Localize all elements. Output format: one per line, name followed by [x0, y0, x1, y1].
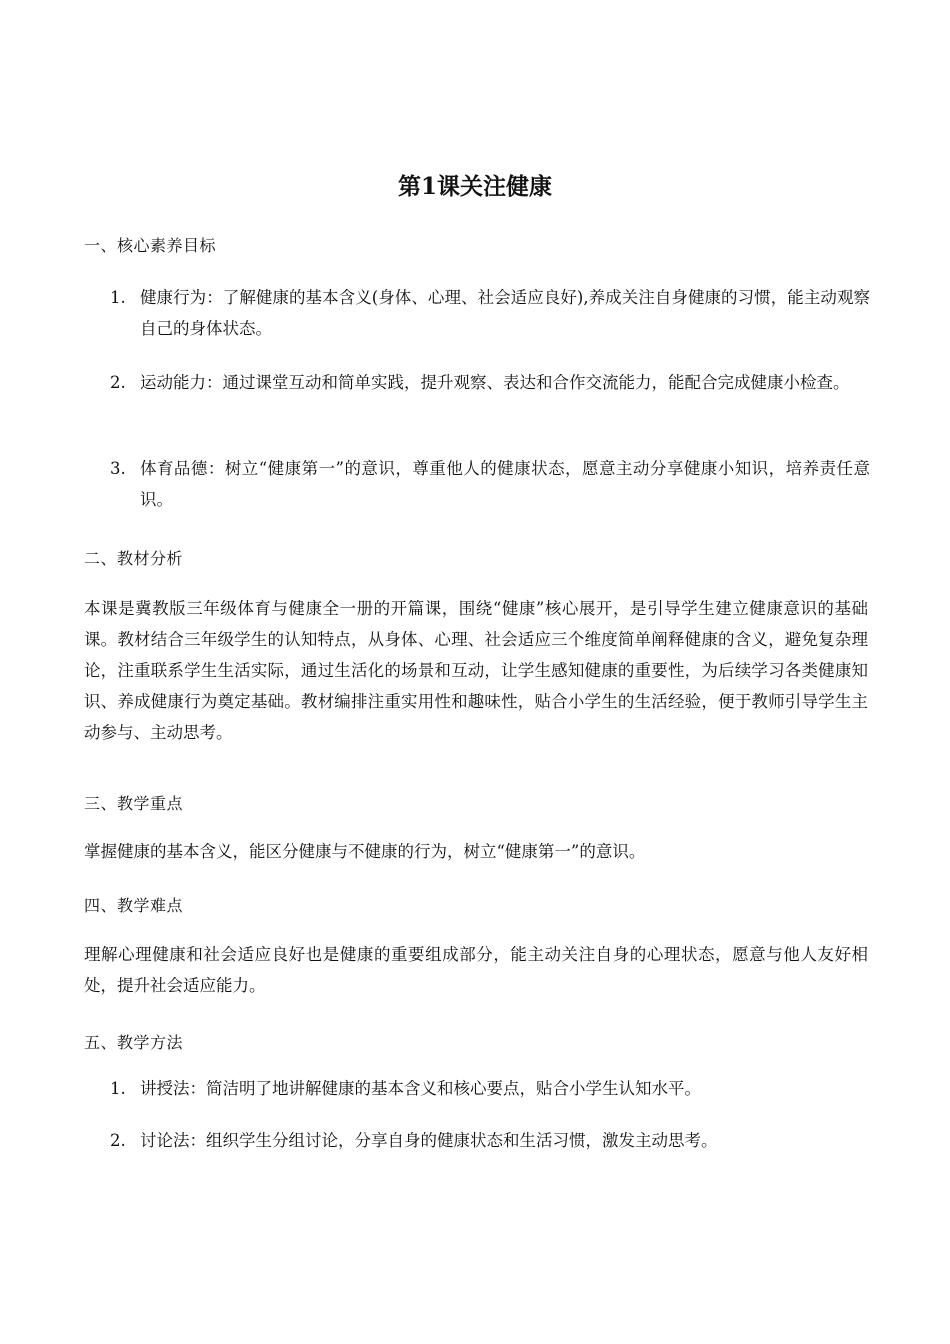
section-heading-difficulties: 四、教学难点 — [84, 896, 184, 915]
section-body-material-analysis: 本课是冀教版三年级体育与健康全一册的开篇课，围绕“健康”核心展开，是引导学生建立健康意识的基础课。教材结合三年级学生的认知特点，从身体、心理、社会适应三个维度简单阐释健康的含义，避免复杂理论，注重联系学生生活实际，通过生活化的场景和互动，让学生感知健康的重要性，为后续学习各类健康知识、养成健康行为奠定基础。教材编排注重实用性和趣味性，贴合小学生的生活经验，便于教师引导学生主动参与、主动思考。 — [84, 599, 868, 742]
list-item-text: 讨论法：组织学生分组讨论，分享自身的健康状态和生活习惯，激发主动思考。 — [140, 1131, 718, 1150]
list-item-text: 讲授法：简洁明了地讲解健康的基本含义和核心要点，贴合小学生认知水平。 — [140, 1079, 701, 1098]
section-heading-methods: 五、教学方法 — [84, 1033, 184, 1052]
section-heading-key-points: 三、教学重点 — [84, 794, 184, 813]
list-item — [110, 367, 870, 398]
list-item-number: 1. — [110, 1079, 126, 1098]
list-item-text: 健康行为：了解健康的基本含义(身体、心理、社会适应良好),养成关注自身健康的习惯，能主动观察自己的身体状态。 — [140, 288, 870, 338]
list-item-number: 1. — [110, 288, 126, 307]
list-item-text: 体育品德：树立“健康第一”的意识，尊重他人的健康状态，愿意主动分享健康小知识，培养责任意识。 — [140, 459, 870, 509]
list-item-number: 3. — [110, 459, 126, 478]
list-item-number: 2. — [110, 373, 126, 392]
list-item — [110, 1125, 870, 1156]
list-item — [110, 453, 870, 515]
list-item — [110, 1073, 870, 1104]
page-title: 第1课关注健康 — [397, 173, 552, 200]
list-item — [110, 282, 870, 344]
list-item-text: 运动能力：通过课堂互动和简单实践，提升观察、表达和合作交流能力，能配合完成健康小检查。 — [140, 373, 850, 392]
section-heading-objectives: 一、核心素养目标 — [84, 236, 217, 255]
section-heading-material-analysis: 二、教材分析 — [84, 549, 184, 568]
section-body-difficulties: 理解心理健康和社会适应良好也是健康的重要组成部分，能主动关注自身的心理状态，愿意与他人友好相处，提升社会适应能力。 — [84, 945, 868, 995]
section-body-key-points: 掌握健康的基本含义，能区分健康与不健康的行为，树立“健康第一”的意识。 — [84, 842, 646, 861]
list-item-number: 2. — [110, 1131, 126, 1150]
